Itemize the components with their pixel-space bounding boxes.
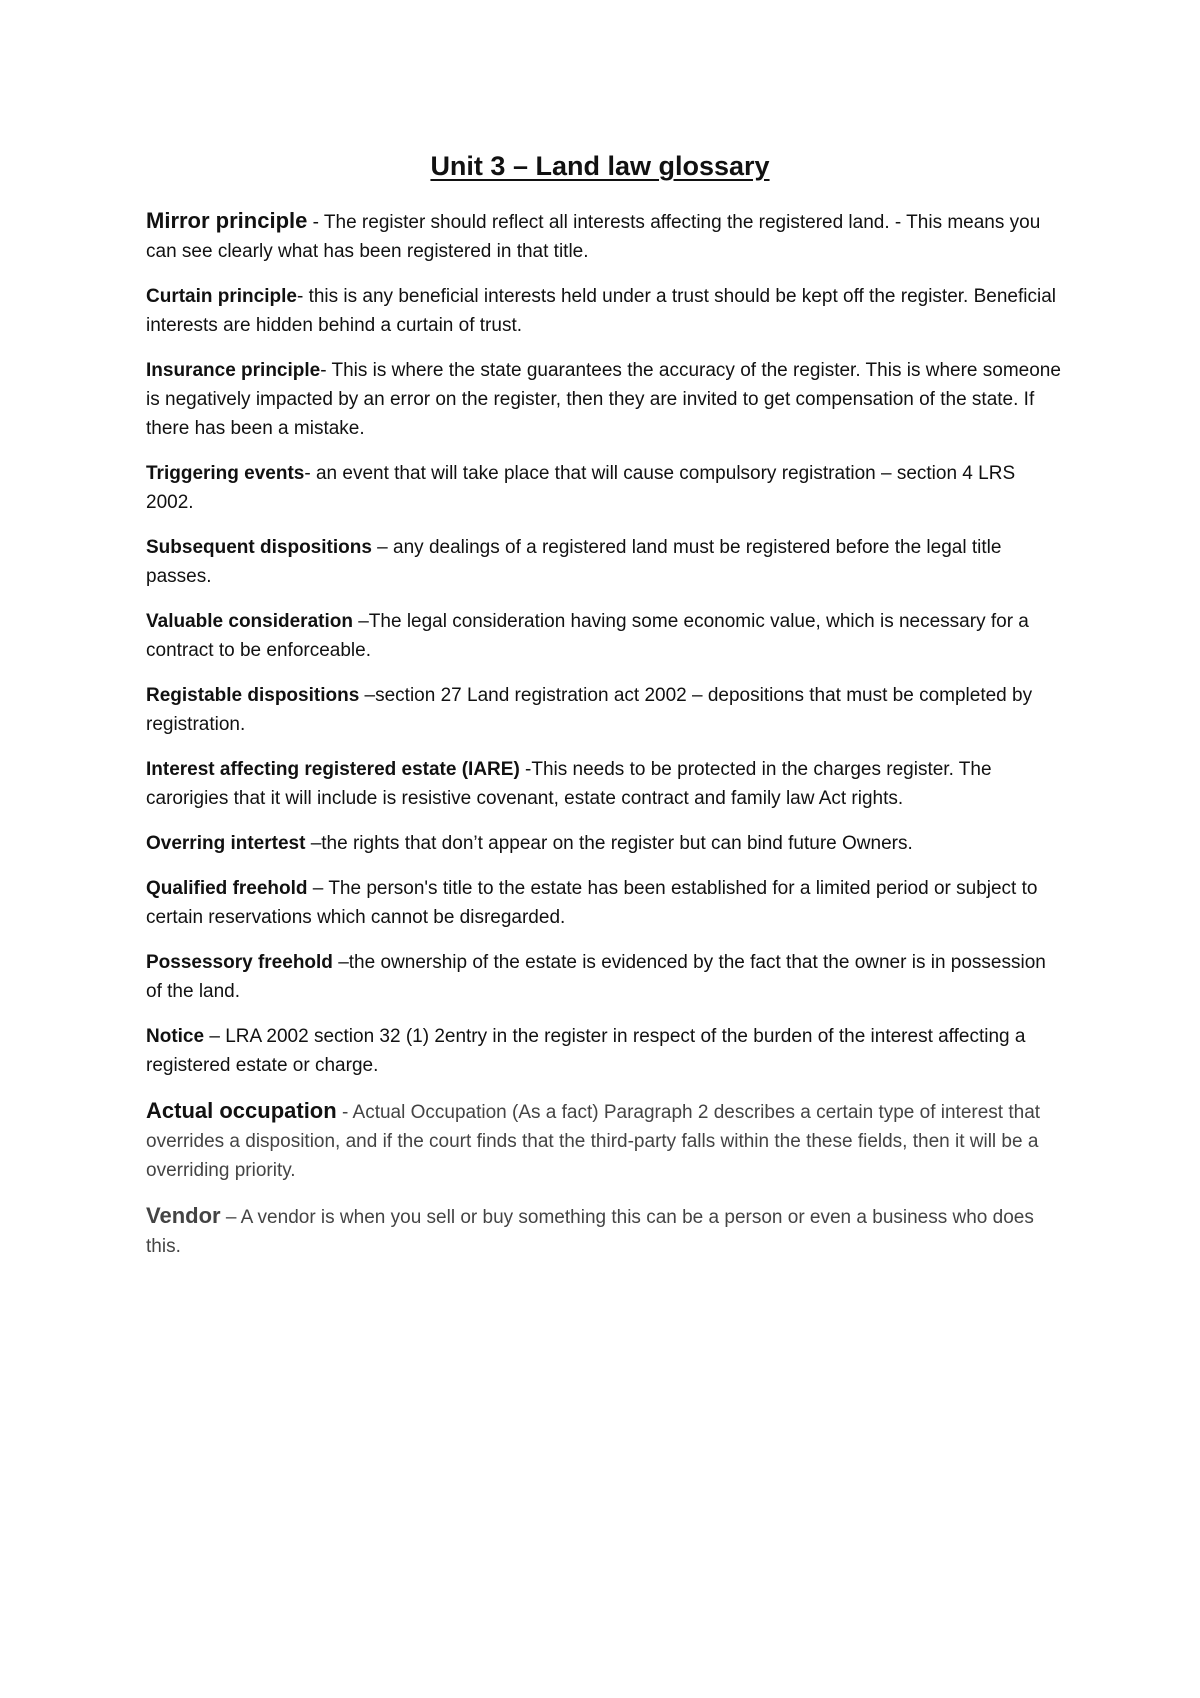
glossary-definition: - this is any beneficial interests held under a trust should be kept off the register. Beneficial interests are hidden behind a curtain of trust. xyxy=(146,286,1056,336)
glossary-definition: - This is where the state guarantees the accuracy of the register. This is where someone is negatively impacted by an error on the register, then they are invited to get compensation of the state. If there has been a mistake. xyxy=(146,360,1061,439)
glossary-definition: - an event that will take place that will cause compulsory registration – section 4 LRS 2002. xyxy=(146,463,1016,513)
glossary-definition: – A vendor is when you sell or buy something this can be a person or even a business who does this. xyxy=(146,1207,1034,1257)
glossary-entry-curtain-principle xyxy=(146,282,1066,340)
glossary-entry-triggering-events xyxy=(146,459,1066,517)
glossary-definition: –the rights that don’t appear on the register but can bind future Owners. xyxy=(305,833,913,854)
glossary-definition: – any dealings of a registered land must be registered before the legal title passes. xyxy=(146,537,1002,587)
glossary-entry-vendor xyxy=(146,1201,1066,1261)
document-title: Unit 3 – Land law glossary xyxy=(430,151,770,181)
glossary-entry-possessory-freehold xyxy=(146,948,1066,1006)
glossary-entry-actual-occupation xyxy=(146,1096,1066,1185)
glossary-definition: –the ownership of the estate is evidenced by the fact that the owner is in possession of the land. xyxy=(146,952,1046,1002)
glossary-entry-insurance-principle xyxy=(146,356,1066,443)
glossary-term: Curtain principle xyxy=(146,286,297,307)
glossary-entry-overring-intertest xyxy=(146,829,1066,858)
glossary-term: Possessory freehold xyxy=(146,952,333,973)
glossary-term: Registable dispositions xyxy=(146,685,360,706)
glossary-term: Notice xyxy=(146,1026,205,1047)
glossary-term: Mirror principle xyxy=(146,208,308,233)
glossary-entry-mirror-principle xyxy=(146,206,1066,266)
glossary-list xyxy=(146,206,1066,1277)
glossary-entry-iare xyxy=(146,755,1066,813)
glossary-term: Insurance principle xyxy=(146,360,321,381)
glossary-term: Actual occupation xyxy=(146,1098,337,1123)
glossary-entry-qualified-freehold xyxy=(146,874,1066,932)
glossary-definition: – LRA 2002 section 32 (1) 2entry in the register in respect of the burden of the interest affecting a registered estate or charge. xyxy=(146,1026,1026,1076)
glossary-entry-registable-dispositions xyxy=(146,681,1066,739)
glossary-term: Overring intertest xyxy=(146,833,306,854)
glossary-definition: - The register should reflect all interests affecting the registered land. - This means you can see clearly what has been registered in that title. xyxy=(146,212,1041,262)
glossary-entry-notice xyxy=(146,1022,1066,1080)
glossary-term: Vendor xyxy=(146,1203,221,1228)
glossary-entry-subsequent-dispositions xyxy=(146,533,1066,591)
glossary-term: Subsequent dispositions xyxy=(146,537,372,558)
glossary-term: Interest affecting registered estate (IARE) xyxy=(146,759,520,780)
glossary-term: Qualified freehold xyxy=(146,878,308,899)
glossary-entry-valuable-consideration xyxy=(146,607,1066,665)
glossary-definition: – The person's title to the estate has been established for a limited period or subject to certain reservations which cannot be disregarded. xyxy=(146,878,1038,928)
glossary-definition: - Actual Occupation (As a fact) Paragraph 2 describes a certain type of interest that overrides a disposition, and if the court finds that the third-party falls within the these fields, then it will be a overriding priority. xyxy=(146,1102,1041,1181)
glossary-definition: –section 27 Land registration act 2002 – depositions that must be completed by registration. xyxy=(146,685,1033,735)
glossary-term: Valuable consideration xyxy=(146,611,353,632)
glossary-term: Triggering events xyxy=(146,463,305,484)
glossary-definition: –The legal consideration having some economic value, which is necessary for a contract to be enforceable. xyxy=(146,611,1029,661)
glossary-definition: -This needs to be protected in the charges register. The carorigies that it will include is resistive covenant, estate contract and family law Act rights. xyxy=(146,759,992,809)
